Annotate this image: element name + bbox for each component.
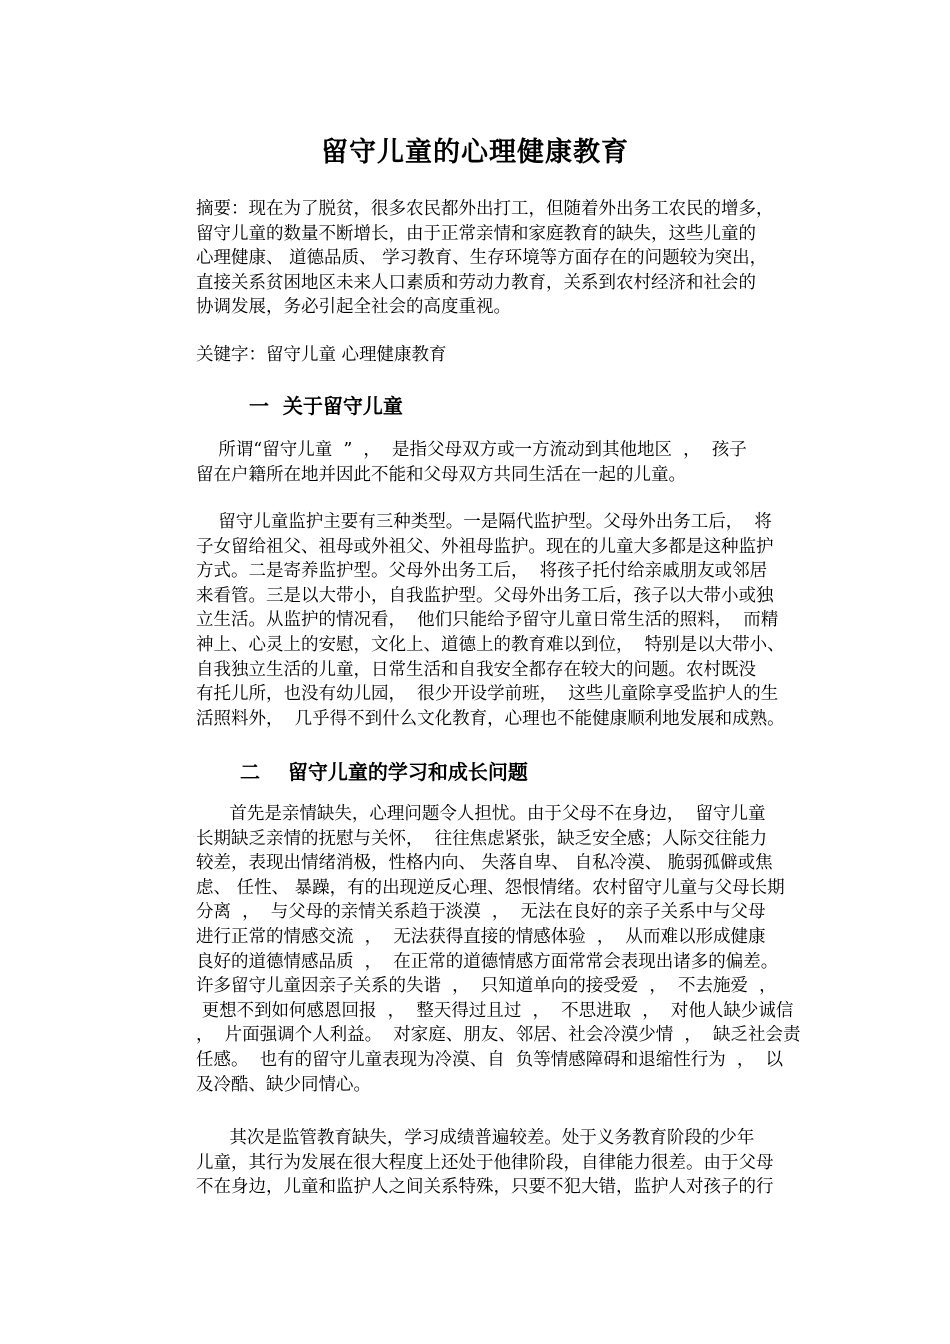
text-line: 更想不到如何感恩回报 ， 整天得过且过 ， 不思进取 ， 对他人缺少诚信 (196, 1000, 794, 1021)
text-line: 分离 ， 与父母的亲情关系趋于淡漠 ， 无法在良好的亲子关系中与父母 (196, 902, 766, 923)
text-line: 其次是监管教育缺失，学习成绩普遍较差。处于义务教育阶段的少年 (196, 1128, 755, 1148)
text-line: 留在户籍所在地并因此不能和父母双方共同生活在一起的儿童。 (196, 464, 686, 485)
section-heading-1: 一 关于留守儿童 (249, 394, 403, 418)
text-line: 子女留给祖父、祖母或外祖父、外祖母监护。现在的儿童大多都是这种监护 (196, 536, 774, 557)
section-heading-2: 二 留守儿童的学习和成长问题 (240, 760, 528, 784)
document-title: 留守儿童的心理健康教育 (321, 137, 629, 168)
text-line: 立生活。从监护的情况看， 他们只能给予留守儿童日常生活的照料， 而精 (196, 610, 779, 631)
text-line: 留守儿童监护主要有三种类型。一是隔代监护型。父母外出务工后， 将 (196, 512, 772, 532)
text-line: 心理健康、 道德品质、 学习教育、生存环境等方面存在的问题较为突出， (196, 248, 768, 269)
text-line: 协调发展，务必引起全社会的高度重视。 (196, 297, 511, 318)
text-line: 自我独立生活的儿童，日常生活和自我安全都存在较大的问题。农村既没 (196, 659, 756, 680)
text-line: 直接关系贫困地区未来人口素质和劳动力教育，关系到农村经济和社会的 (196, 272, 756, 293)
text-line: 不在身边，儿童和监护人之间关系特殊，只要不犯大错，监护人对孩子的行 (196, 1177, 774, 1198)
text-line: 留守儿童的数量不断增长，由于正常亲情和家庭教育的缺失，这些儿童的 (196, 223, 756, 244)
text-line: 良好的道德情感品质 ， 在正常的道德情感方面常常会表现出诸多的偏差。 (196, 951, 779, 972)
text-line: 活照料外， 几乎得不到什么文化教育，心理也不能健康顺利地发展和成熟。 (196, 708, 785, 729)
text-line: 摘要：现在为了脱贫，很多农民都外出打工，但随着外出务工农民的增多， (196, 199, 774, 219)
text-line: 较差，表现出情绪消极，性格内向、 失落自卑、 自私冷漠、 脆弱孤僻或焦 (196, 853, 773, 874)
text-line: 儿童，其行为发展在很大程度上还处于他律阶段，自律能力很差。由于父母 (196, 1152, 774, 1173)
text-line: 首先是亲情缺失，心理问题令人担忧。由于父母不在身边， 留守儿童 (196, 804, 766, 824)
paragraph-guardianship (196, 510, 826, 731)
paragraph-definition (196, 438, 826, 487)
text-line: 及冷酷、缺少同情心。 (196, 1074, 371, 1095)
abstract-paragraph (196, 197, 826, 320)
text-line: 进行正常的情感交流 ， 无法获得直接的情感体验 ， 从而难以形成健康 (196, 926, 766, 947)
text-line: 来看管。三是以大带小，自我监护型。父母外出务工后，孩子以大带小或独 (196, 585, 774, 606)
text-line: 方式。二是寄养监护型。父母外出务工后， 将孩子托付给亲戚朋友或邻居 (196, 561, 768, 582)
paragraph-emotional-loss (196, 802, 826, 1097)
text-line: 神上、心灵上的安慰，文化上、道德上的教育难以到位， 特别是以大带小、 (196, 634, 785, 655)
text-line: 任感。 也有的留守儿童表现为冷漠、自 负等情感障碍和退缩性行为 ， 以 (196, 1049, 783, 1070)
text-line: 虑、 任性、 暴躁，有的出现逆反心理、怨恨情绪。农村留守儿童与父母长期 (196, 877, 785, 898)
keywords-text: 关键字：留守儿童 心理健康教育 (196, 345, 447, 365)
paragraph-supervision-loss (196, 1126, 826, 1200)
text-line: 许多留守儿童因亲子关系的失谐 ， 只知道单向的接受爱 ， 不去施爱 ， (196, 976, 777, 997)
keywords-line (196, 343, 826, 368)
text-line: ， 片面强调个人利益。 对家庭、朋友、邻居、社会冷漠少情 ， 缺乏社会责 (196, 1025, 801, 1046)
text-line: 长期缺乏亲情的抚慰与关怀， 往往焦虑紧张，缺乏安全感；人际交往能力 (196, 828, 768, 849)
text-line: 所谓“留守儿童 ” ， 是指父母双方或一方流动到其他地区 ， 孩子 (196, 440, 747, 460)
text-line: 有托儿所，也没有幼儿园， 很少开设学前班， 这些儿童除享受监护人的生 (196, 684, 779, 705)
